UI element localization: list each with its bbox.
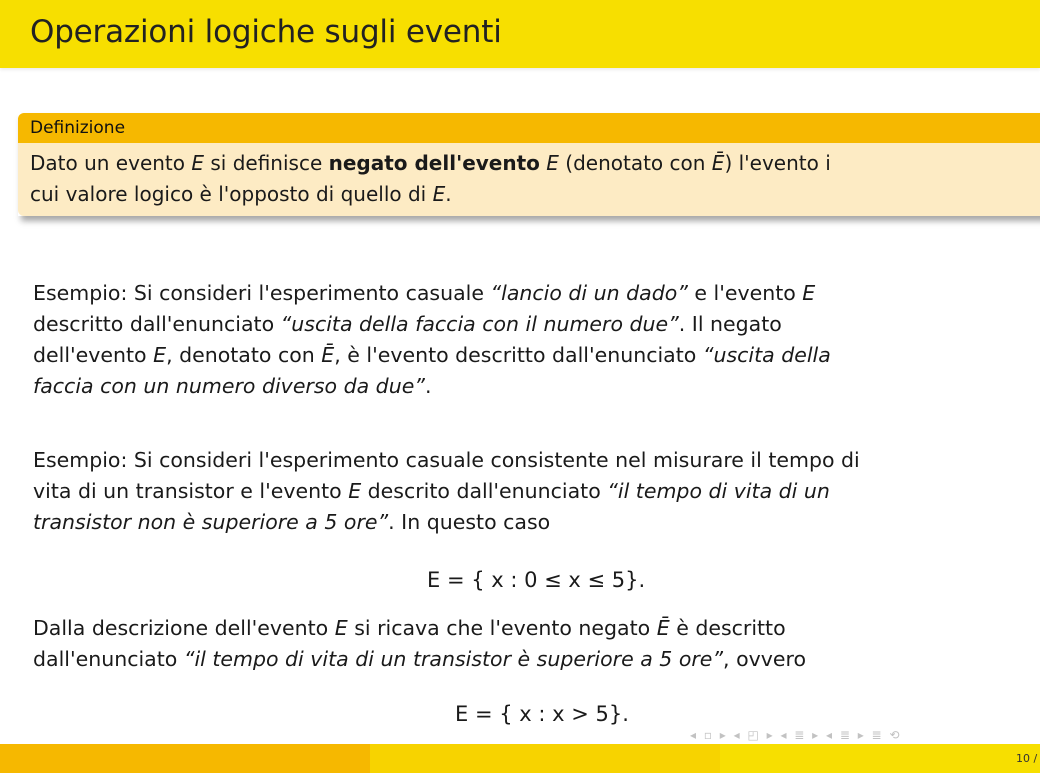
definition-block (18, 113, 1040, 216)
text: è descritto (669, 616, 786, 640)
text: ) l'evento i (724, 151, 831, 175)
example-2 (33, 445, 1028, 538)
beamer-navigation[interactable]: ◂ ▫ ▸ ◂ ◰ ▸ ◂ ≣ ▸ ◂ ≣ ▸ ≣ ⟲ (690, 728, 902, 742)
page-number: 10 / (1016, 752, 1038, 765)
text: , ovvero (723, 647, 807, 671)
text: Esempio: Si consideri l'esperimento casuale (33, 281, 491, 305)
conclusion (33, 613, 1028, 675)
text: cui valore logico è l'opposto di quello di (30, 182, 433, 206)
text: Dalla descrizione dell'evento (33, 616, 335, 640)
math-E-bar: Ē (711, 151, 725, 175)
text: . In questo caso (388, 510, 551, 534)
math-E: E (348, 479, 362, 503)
definition-line-2 (30, 179, 1040, 210)
math-E: E (802, 281, 816, 305)
footer-segment-middle (370, 744, 720, 773)
text: . (445, 182, 452, 206)
bold-term: negato dell'evento (328, 151, 540, 175)
quote: “il tempo di vita di un transistor è superiore a 5 ore” (183, 647, 724, 671)
text: si ricava che l'evento negato (347, 616, 657, 640)
footer-bar (0, 744, 1040, 773)
definition-line-1 (30, 148, 1040, 179)
math-E: E (191, 151, 204, 175)
example-2-line-2 (33, 476, 1028, 507)
text: dell'evento (33, 343, 154, 367)
math-E: E (546, 151, 559, 175)
quote: “lancio di un dado” (490, 281, 688, 305)
definition-body (18, 143, 1040, 216)
conclusion-line-2 (33, 644, 1028, 675)
math-E: E (334, 616, 348, 640)
slide-title: Operazioni logiche sugli eventi (30, 14, 502, 50)
text: descrito dall'enunciato (361, 479, 608, 503)
text: Dato un evento (30, 151, 192, 175)
text: e l'evento (687, 281, 803, 305)
math-E-bar: Ē (321, 343, 335, 367)
equation-2: E = { x : x > 5}. (455, 702, 629, 726)
footer-segment-left (0, 744, 370, 773)
example-2-line-3 (33, 507, 1028, 538)
text: . (424, 374, 432, 398)
example-1-line-4 (33, 371, 1028, 402)
text: si definisce (204, 151, 329, 175)
text: vita di un transistor e l'evento (33, 479, 349, 503)
math-E-bar: Ē (656, 616, 670, 640)
text: , è l'evento descritto dall'enunciato (334, 343, 703, 367)
text: descritto dall'enunciato (33, 312, 281, 336)
text: (denotato con (558, 151, 712, 175)
math-E: E (153, 343, 167, 367)
equation-1: E = { x : 0 ≤ x ≤ 5}. (427, 568, 646, 592)
quote: transistor non è superiore a 5 ore” (33, 510, 389, 534)
math-E: E (432, 182, 446, 206)
text: . Il negato (678, 312, 782, 336)
text: dall'enunciato (33, 647, 184, 671)
example-2-line-1: Esempio: Si consideri l'esperimento casuale consistente nel misurare il tempo di (33, 448, 860, 472)
conclusion-line-1 (33, 613, 1028, 644)
quote: “uscita della (702, 343, 831, 367)
definition-heading: Definizione (18, 113, 1040, 143)
text: , denotato con (166, 343, 322, 367)
example-1-line-3 (33, 340, 1028, 371)
example-1-line-1 (33, 278, 1028, 309)
example-1 (33, 278, 1028, 402)
footer-segment-right (720, 744, 1040, 773)
quote: “il tempo di vita di un (607, 479, 830, 503)
quote: “uscita della faccia con il numero due” (280, 312, 679, 336)
quote: faccia con un numero diverso da due” (33, 374, 425, 398)
title-bar (0, 0, 1040, 68)
example-1-line-2 (33, 309, 1028, 340)
